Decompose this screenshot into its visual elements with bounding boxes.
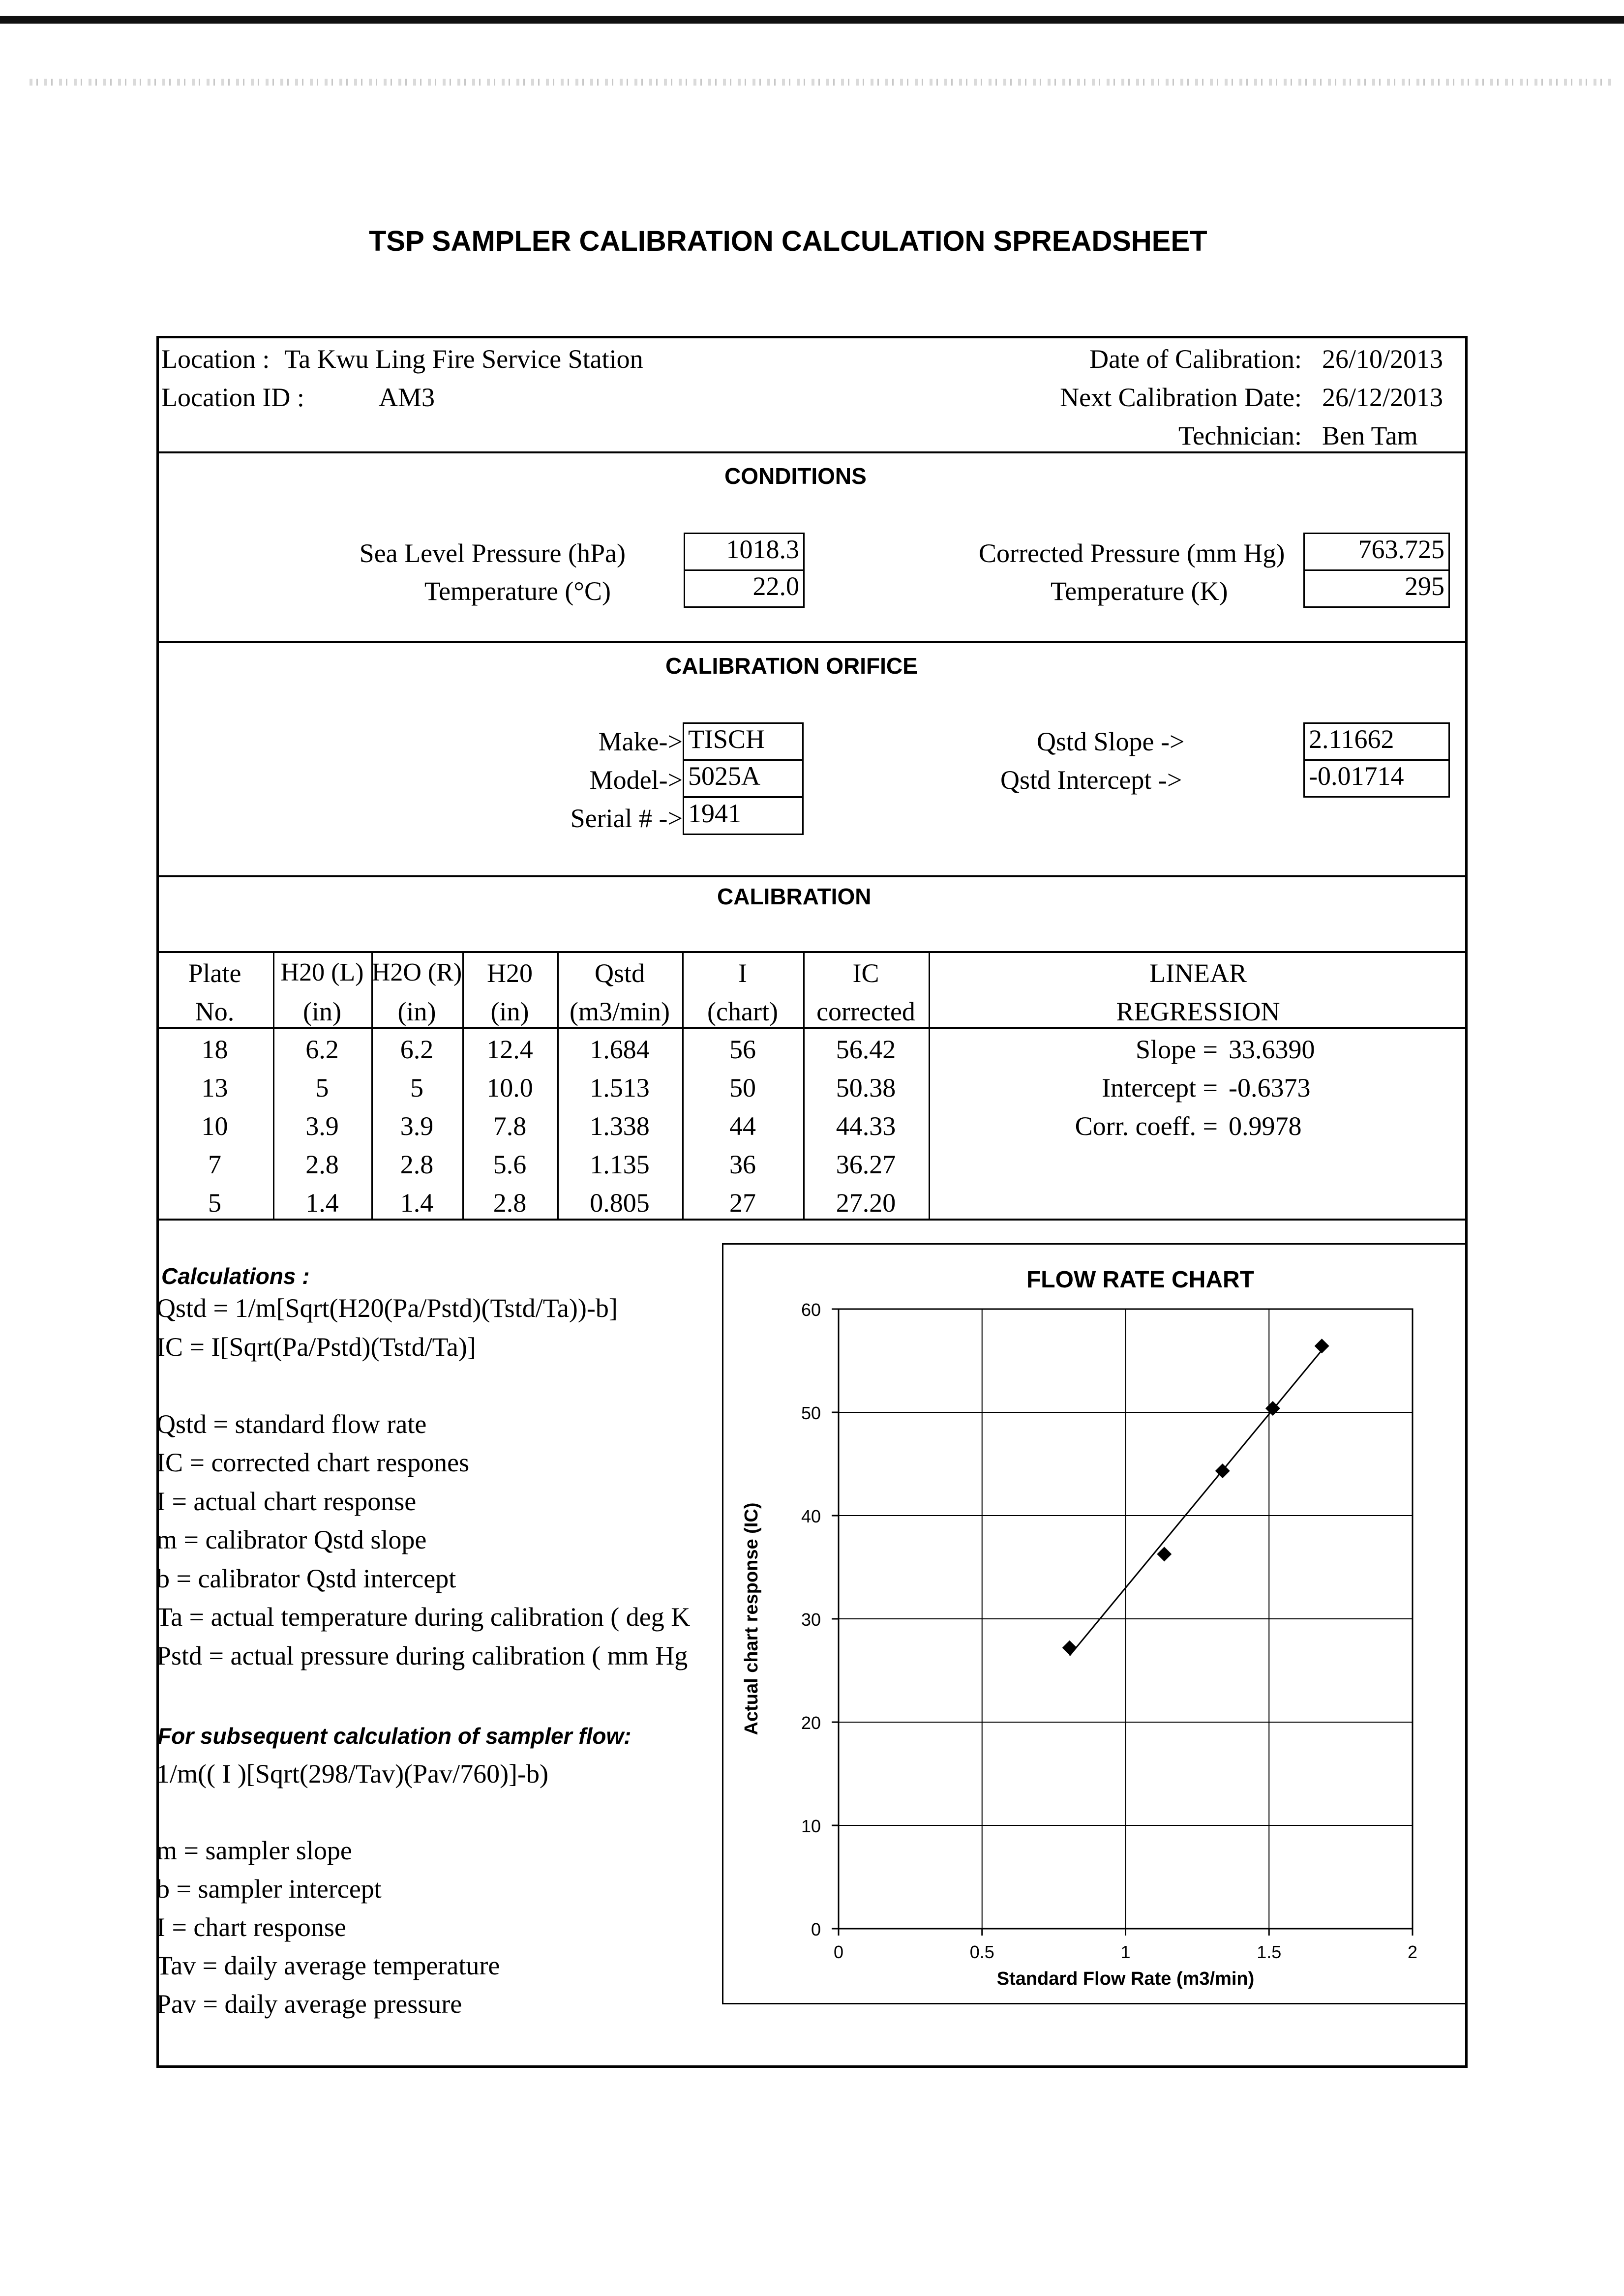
table-cell: 2.8 bbox=[493, 1188, 527, 1218]
corrected-pressure-label: Corrected Pressure (mm Hg) bbox=[979, 538, 1285, 568]
calibration-date-value: 26/10/2013 bbox=[1322, 344, 1444, 374]
make-value: TISCH bbox=[688, 724, 765, 754]
table-cell: 0.805 bbox=[590, 1188, 650, 1218]
table-cell: 5 bbox=[410, 1073, 423, 1103]
calculation-line: IC = corrected chart respones bbox=[156, 1448, 470, 1477]
col-header: (chart) bbox=[707, 997, 778, 1026]
calculation-line: m = calibrator Qstd slope bbox=[156, 1525, 427, 1554]
y-tick-label: 30 bbox=[801, 1610, 821, 1630]
y-tick-label: 50 bbox=[801, 1403, 821, 1423]
scan-noise-strip bbox=[30, 79, 1613, 86]
regression-heading: LINEAR bbox=[1149, 958, 1247, 988]
table-cell: 36 bbox=[729, 1150, 756, 1179]
page-title: TSP SAMPLER CALIBRATION CALCULATION SPREADSHEET bbox=[369, 225, 1207, 257]
regression-slope-value: 33.6390 bbox=[1229, 1035, 1315, 1064]
table-cell: 3.9 bbox=[305, 1111, 339, 1141]
temperature-c-label: Temperature (°C) bbox=[424, 576, 611, 606]
table-cell: 1.684 bbox=[590, 1035, 650, 1064]
regression-corr-value: 0.9978 bbox=[1229, 1111, 1302, 1141]
col-header: (in) bbox=[303, 997, 341, 1026]
calculation-line: Ta = actual temperature during calibration ( deg K bbox=[156, 1602, 691, 1632]
table-cell: 12.4 bbox=[486, 1035, 533, 1064]
table-cell: 44 bbox=[729, 1111, 756, 1141]
temperature-c-field bbox=[684, 569, 805, 608]
col-header: I bbox=[738, 958, 747, 988]
col-header: H20 bbox=[487, 958, 533, 988]
table-cell: 2.8 bbox=[305, 1150, 339, 1179]
serial-label: Serial # -> bbox=[570, 804, 683, 833]
table-col-divider bbox=[929, 951, 930, 1219]
regression-slope-label: Slope = bbox=[1136, 1035, 1218, 1064]
table-cell: 5 bbox=[315, 1073, 329, 1103]
y-tick-label: 60 bbox=[801, 1300, 821, 1320]
conditions-heading: CONDITIONS bbox=[724, 463, 867, 489]
y-tick-label: 20 bbox=[801, 1713, 821, 1733]
table-cell: 7 bbox=[208, 1150, 221, 1179]
calculation-line: I = actual chart response bbox=[156, 1486, 417, 1516]
chart-title: FLOW RATE CHART bbox=[1026, 1267, 1255, 1293]
model-field bbox=[683, 759, 804, 798]
data-point bbox=[1157, 1547, 1172, 1561]
table-cell: 5.6 bbox=[493, 1150, 527, 1179]
make-field bbox=[683, 722, 804, 761]
table-cell: 18 bbox=[201, 1035, 228, 1064]
table-cell: 36.27 bbox=[836, 1150, 896, 1179]
calculation-line: Pstd = actual pressure during calibration ( mm Hg bbox=[156, 1640, 688, 1670]
divider bbox=[156, 451, 1468, 453]
table-cell: 10.0 bbox=[486, 1073, 533, 1103]
calculation-line: m = sampler slope bbox=[156, 1836, 352, 1865]
trend-line bbox=[1070, 1350, 1322, 1656]
location-id-label: Location ID : bbox=[161, 383, 304, 412]
corrected-pressure-value: 763.725 bbox=[1358, 535, 1444, 564]
table-cell: 1.338 bbox=[590, 1111, 650, 1141]
sea-level-pressure-label: Sea Level Pressure (hPa) bbox=[359, 538, 626, 568]
calculation-line: Qstd = 1/m[Sqrt(H20(Pa/Pstd)(Tstd/Ta))-b] bbox=[156, 1293, 618, 1323]
regression-corr-label: Corr. coeff. = bbox=[1075, 1111, 1218, 1141]
calculation-line: b = calibrator Qstd intercept bbox=[156, 1563, 456, 1593]
location-label: Location : bbox=[161, 344, 270, 374]
calculation-line: IC = I[Sqrt(Pa/Pstd)(Tstd/Ta)] bbox=[156, 1332, 476, 1362]
divider bbox=[156, 875, 1468, 877]
table-cell: 1.135 bbox=[590, 1150, 650, 1179]
data-point bbox=[1315, 1339, 1329, 1353]
calculation-line: Qstd = standard flow rate bbox=[156, 1409, 427, 1439]
col-header: (m3/min) bbox=[570, 997, 670, 1026]
table-cell: 1.513 bbox=[590, 1073, 650, 1103]
calibration-date-label: Date of Calibration: bbox=[1089, 344, 1302, 374]
calculation-line: 1/m(( I )[Sqrt(298/Tav)(Pav/760)]-b) bbox=[156, 1759, 549, 1789]
calculation-line: Pav = daily average pressure bbox=[156, 1989, 462, 2019]
calculation-line: b = sampler intercept bbox=[156, 1874, 382, 1904]
table-cell: 3.9 bbox=[400, 1111, 434, 1141]
flow-rate-chart bbox=[722, 1243, 1468, 2004]
table-cell: 44.33 bbox=[836, 1111, 896, 1141]
qstd-intercept-field bbox=[1303, 759, 1450, 798]
y-tick-label: 0 bbox=[811, 1919, 821, 1939]
temperature-k-field bbox=[1303, 569, 1450, 608]
table-cell: 7.8 bbox=[493, 1111, 527, 1141]
subsequent-calc-heading: For subsequent calculation of sampler flow: bbox=[157, 1723, 632, 1749]
table-top-border bbox=[156, 951, 1468, 953]
x-tick-label: 1.5 bbox=[1257, 1942, 1282, 1962]
next-calibration-date-label: Next Calibration Date: bbox=[1060, 383, 1302, 412]
temperature-k-value: 295 bbox=[1405, 571, 1444, 601]
x-tick-label: 1 bbox=[1120, 1942, 1131, 1962]
calibration-heading: CALIBRATION bbox=[717, 884, 872, 909]
temperature-c-value: 22.0 bbox=[752, 571, 799, 601]
col-header: (in) bbox=[397, 997, 436, 1026]
scan-top-border bbox=[0, 16, 1624, 24]
col-header: IC bbox=[852, 958, 879, 988]
table-cell: 6.2 bbox=[305, 1035, 339, 1064]
next-calibration-date-value: 26/12/2013 bbox=[1322, 383, 1444, 412]
y-axis-label: Actual chart response (IC) bbox=[741, 1502, 762, 1735]
serial-field bbox=[683, 797, 804, 835]
col-header: (in) bbox=[490, 997, 529, 1026]
technician-value: Ben Tam bbox=[1322, 421, 1418, 450]
table-cell: 2.8 bbox=[400, 1150, 434, 1179]
sea-level-pressure-field bbox=[684, 533, 805, 571]
corrected-pressure-field bbox=[1303, 533, 1450, 571]
model-value: 5025A bbox=[688, 761, 760, 791]
location-value: Ta Kwu Ling Fire Service Station bbox=[284, 344, 643, 374]
location-id-value: AM3 bbox=[379, 383, 435, 412]
col-header: Qstd bbox=[594, 958, 645, 988]
calculation-line: I = chart response bbox=[156, 1912, 346, 1942]
qstd-slope-value: 2.11662 bbox=[1309, 724, 1394, 754]
regression-intercept-label: Intercept = bbox=[1102, 1073, 1218, 1103]
x-tick-label: 0.5 bbox=[969, 1942, 994, 1962]
table-cell: 10 bbox=[201, 1111, 228, 1141]
table-header-border bbox=[156, 1027, 1468, 1029]
sea-level-pressure-value: 1018.3 bbox=[726, 535, 799, 564]
col-header: No. bbox=[195, 997, 235, 1026]
divider bbox=[156, 641, 1468, 643]
x-tick-label: 2 bbox=[1407, 1942, 1418, 1962]
table-cell: 50 bbox=[729, 1073, 756, 1103]
table-cell: 27.20 bbox=[836, 1188, 896, 1218]
table-cell: 56.42 bbox=[836, 1035, 896, 1064]
model-label: Model-> bbox=[589, 765, 683, 795]
table-bottom-border bbox=[156, 1219, 1468, 1221]
technician-label: Technician: bbox=[1178, 421, 1302, 450]
table-cell: 5 bbox=[208, 1188, 221, 1218]
calculation-line: Tav = daily average temperature bbox=[156, 1951, 500, 1980]
y-tick-label: 40 bbox=[801, 1506, 821, 1526]
col-header: H2O (R) bbox=[371, 958, 462, 986]
table-cell: 56 bbox=[729, 1035, 756, 1064]
calibration-orifice-heading: CALIBRATION ORIFICE bbox=[665, 653, 918, 679]
qstd-slope-label: Qstd Slope -> bbox=[1037, 727, 1185, 756]
col-header: H20 (L) bbox=[280, 958, 364, 986]
y-tick-label: 10 bbox=[801, 1816, 821, 1836]
x-axis-label: Standard Flow Rate (m3/min) bbox=[996, 1968, 1255, 1989]
qstd-intercept-label: Qstd Intercept -> bbox=[1000, 765, 1182, 795]
table-cell: 1.4 bbox=[305, 1188, 339, 1218]
qstd-slope-field bbox=[1303, 722, 1450, 761]
table-cell: 27 bbox=[729, 1188, 756, 1218]
serial-value: 1941 bbox=[688, 799, 741, 828]
qstd-intercept-value: -0.01714 bbox=[1309, 761, 1404, 791]
col-header: Plate bbox=[188, 958, 241, 988]
table-cell: 13 bbox=[201, 1073, 228, 1103]
calculations-heading: Calculations : bbox=[161, 1263, 310, 1289]
col-header: corrected bbox=[816, 997, 915, 1026]
regression-heading: REGRESSION bbox=[1116, 997, 1280, 1026]
data-point bbox=[1062, 1640, 1077, 1655]
table-cell: 50.38 bbox=[836, 1073, 896, 1103]
table-cell: 6.2 bbox=[400, 1035, 434, 1064]
make-label: Make-> bbox=[598, 727, 683, 756]
x-tick-label: 0 bbox=[833, 1942, 844, 1962]
temperature-k-label: Temperature (K) bbox=[1051, 576, 1228, 606]
regression-intercept-value: -0.6373 bbox=[1229, 1073, 1311, 1103]
table-cell: 1.4 bbox=[400, 1188, 434, 1218]
